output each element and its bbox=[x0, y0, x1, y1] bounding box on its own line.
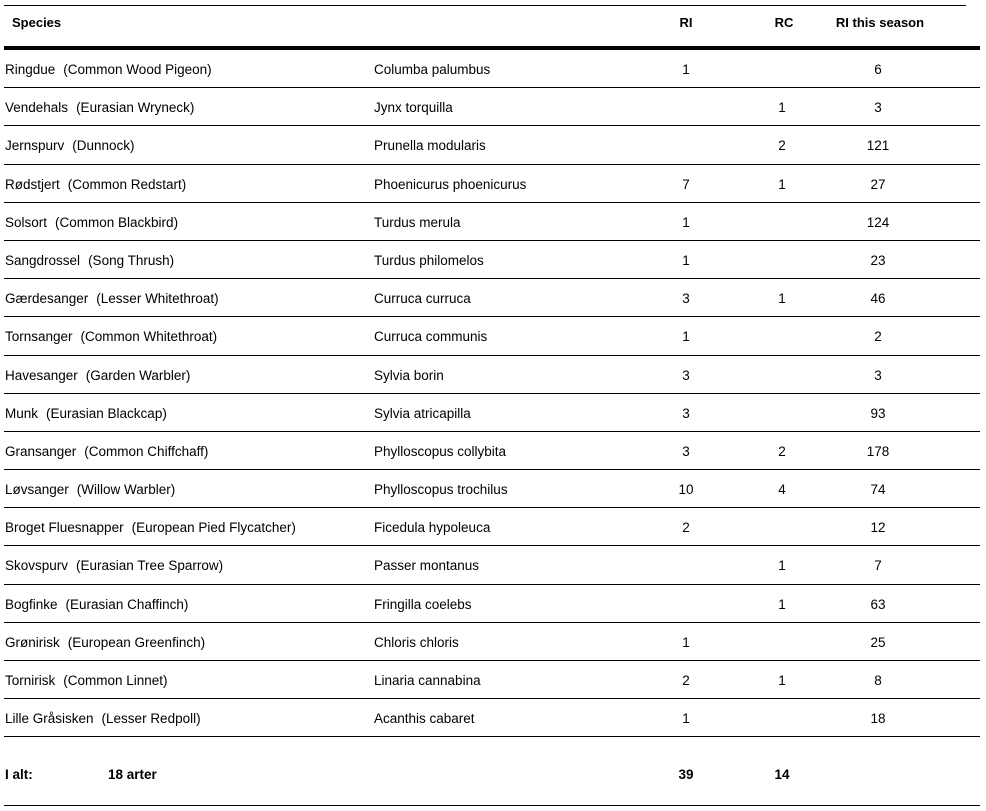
table-row bbox=[4, 546, 980, 584]
danish-name: Ringdue bbox=[5, 62, 56, 77]
rc-value: 2 bbox=[778, 138, 786, 154]
danish-name: Rødstjert bbox=[5, 176, 60, 192]
species-name-cell bbox=[5, 215, 178, 230]
ri-season-value: 46 bbox=[870, 291, 886, 307]
danish-name: Solsort bbox=[5, 214, 48, 230]
species-name-cell bbox=[5, 138, 135, 153]
table-body bbox=[4, 50, 980, 737]
ri-value: 7 bbox=[682, 176, 690, 192]
table-row bbox=[4, 241, 980, 279]
rc-value: 4 bbox=[778, 482, 786, 498]
table-row bbox=[4, 585, 980, 623]
ri-season-value: 2 bbox=[874, 329, 882, 345]
ri-season-value: 27 bbox=[870, 176, 886, 192]
table-row bbox=[4, 623, 980, 661]
species-name-cell bbox=[5, 253, 174, 268]
ri-value: 3 bbox=[682, 291, 690, 307]
rc-value: 1 bbox=[778, 176, 786, 192]
latin-name: Fringilla coelebs bbox=[374, 596, 472, 612]
english-name: (European Greenfinch) bbox=[67, 634, 206, 650]
danish-name: Gransanger bbox=[5, 443, 77, 459]
latin-name: Turdus philomelos bbox=[374, 252, 484, 268]
rc-value: 2 bbox=[778, 443, 786, 459]
ri-season-value: 23 bbox=[870, 252, 886, 268]
danish-name: Skovspurv bbox=[5, 558, 69, 574]
table-row bbox=[4, 470, 980, 508]
ri-season-value: 3 bbox=[874, 367, 882, 383]
species-name-cell bbox=[5, 482, 175, 497]
species-name-cell bbox=[5, 62, 212, 77]
table-row bbox=[4, 203, 980, 241]
english-name: (Eurasian Wryneck) bbox=[76, 100, 195, 116]
latin-name: Phoenicurus phoenicurus bbox=[374, 176, 527, 192]
latin-name: Curruca curruca bbox=[374, 291, 471, 307]
ri-season-value: 121 bbox=[866, 138, 890, 154]
table-row bbox=[4, 356, 980, 394]
table-row bbox=[4, 279, 980, 317]
species-name-cell bbox=[5, 368, 190, 383]
danish-name: Sangdrossel bbox=[5, 252, 81, 268]
danish-name: Grønirisk bbox=[5, 634, 60, 650]
ri-season-value: 124 bbox=[866, 214, 890, 230]
ri-value: 2 bbox=[682, 520, 690, 536]
rc-value: 1 bbox=[778, 558, 786, 574]
latin-name: Linaria cannabina bbox=[374, 673, 481, 688]
english-name: (Garden Warbler) bbox=[85, 367, 191, 383]
table-row bbox=[4, 50, 980, 88]
english-name: (Song Thrush) bbox=[88, 252, 175, 268]
species-name-cell bbox=[5, 444, 208, 459]
total-species-count: 18 arter bbox=[108, 767, 157, 782]
table-row bbox=[4, 508, 980, 546]
table-row bbox=[4, 699, 980, 737]
ri-value: 2 bbox=[682, 673, 690, 688]
total-label: I alt: bbox=[5, 767, 33, 782]
ri-season-value: 74 bbox=[870, 482, 886, 498]
table-row bbox=[4, 126, 980, 164]
latin-name: Curruca communis bbox=[374, 329, 488, 345]
ri-value: 1 bbox=[682, 711, 690, 727]
table-row bbox=[4, 661, 980, 699]
table-bottom-rule bbox=[4, 805, 980, 806]
table-row bbox=[4, 165, 980, 203]
header-species: Species bbox=[12, 15, 62, 30]
english-name: (Eurasian Tree Sparrow) bbox=[76, 558, 224, 574]
ri-value: 10 bbox=[678, 482, 694, 498]
latin-name: Prunella modularis bbox=[374, 138, 486, 154]
total-row bbox=[4, 758, 980, 794]
danish-name: Tornirisk bbox=[5, 673, 56, 688]
english-name: (Common Chiffchaff) bbox=[84, 443, 209, 459]
latin-name: Sylvia borin bbox=[374, 367, 444, 383]
english-name: (Lesser Redpoll) bbox=[101, 711, 201, 727]
ri-value: 3 bbox=[682, 443, 690, 459]
danish-name: Bogfinke bbox=[5, 596, 58, 612]
table-row bbox=[4, 432, 980, 470]
danish-name: Løvsanger bbox=[5, 482, 69, 498]
latin-name: Columba palumbus bbox=[374, 62, 491, 77]
species-name-cell bbox=[5, 100, 194, 115]
english-name: (Common Blackbird) bbox=[55, 214, 179, 230]
species-name-cell bbox=[5, 597, 188, 612]
ri-value: 1 bbox=[682, 252, 690, 268]
header-ri-this-season: RI this season bbox=[835, 15, 925, 30]
english-name: (Willow Warbler) bbox=[76, 482, 176, 498]
danish-name: Vendehals bbox=[5, 100, 69, 116]
ri-season-value: 25 bbox=[870, 634, 886, 650]
danish-name: Tornsanger bbox=[5, 329, 73, 345]
english-name: (Common Whitethroat) bbox=[80, 329, 218, 345]
latin-name: Ficedula hypoleuca bbox=[374, 520, 491, 536]
english-name: (Common Redstart) bbox=[67, 176, 187, 192]
latin-name: Chloris chloris bbox=[374, 634, 459, 650]
species-name-cell bbox=[5, 673, 168, 688]
latin-name: Passer montanus bbox=[374, 558, 480, 574]
danish-name: Broget Fluesnapper bbox=[5, 520, 124, 536]
danish-name: Havesanger bbox=[5, 367, 78, 383]
species-name-cell bbox=[5, 520, 296, 535]
rc-value: 1 bbox=[778, 596, 786, 612]
species-name-cell bbox=[5, 329, 217, 344]
ri-value: 1 bbox=[682, 634, 690, 650]
latin-name: Acanthis cabaret bbox=[374, 711, 475, 727]
ri-value: 1 bbox=[682, 214, 690, 230]
total-ri: 39 bbox=[678, 767, 694, 782]
latin-name: Jynx torquilla bbox=[374, 100, 453, 116]
ri-season-value: 63 bbox=[870, 596, 886, 612]
table-header bbox=[4, 6, 980, 46]
latin-name: Turdus merula bbox=[374, 214, 461, 230]
ri-value: 1 bbox=[682, 62, 690, 77]
header-ri: RI bbox=[679, 15, 693, 30]
ri-value: 3 bbox=[682, 367, 690, 383]
species-name-cell bbox=[5, 406, 167, 421]
english-name: (Lesser Whitethroat) bbox=[96, 291, 219, 307]
ri-season-value: 8 bbox=[874, 673, 882, 688]
rc-value: 1 bbox=[778, 100, 786, 116]
species-name-cell bbox=[5, 711, 201, 726]
ri-value: 1 bbox=[682, 329, 690, 345]
english-name: (Common Wood Pigeon) bbox=[63, 62, 212, 77]
english-name: (Eurasian Blackcap) bbox=[46, 405, 167, 421]
latin-name: Phylloscopus collybita bbox=[374, 443, 507, 459]
species-name-cell bbox=[5, 558, 223, 573]
table-row bbox=[4, 394, 980, 432]
latin-name: Phylloscopus trochilus bbox=[374, 482, 508, 498]
danish-name: Munk bbox=[5, 405, 39, 421]
ri-season-value: 6 bbox=[874, 62, 882, 77]
latin-name: Sylvia atricapilla bbox=[374, 405, 471, 421]
total-rc: 14 bbox=[774, 767, 790, 782]
ri-value: 3 bbox=[682, 405, 690, 421]
species-name-cell bbox=[5, 635, 205, 650]
table-row bbox=[4, 88, 980, 126]
danish-name: Gærdesanger bbox=[5, 291, 89, 307]
ri-season-value: 178 bbox=[866, 443, 890, 459]
rc-value: 1 bbox=[778, 291, 786, 307]
english-name: (Common Linnet) bbox=[63, 673, 168, 688]
ri-season-value: 18 bbox=[870, 711, 886, 727]
ri-season-value: 7 bbox=[874, 558, 882, 574]
species-name-cell bbox=[5, 291, 219, 306]
danish-name: Lille Gråsisken bbox=[5, 711, 94, 727]
english-name: (Dunnock) bbox=[72, 138, 135, 154]
table-row bbox=[4, 317, 980, 355]
ri-season-value: 93 bbox=[870, 405, 886, 421]
ri-season-value: 3 bbox=[874, 100, 882, 116]
rc-value: 1 bbox=[778, 673, 786, 688]
english-name: (European Pied Flycatcher) bbox=[131, 520, 296, 536]
ri-season-value: 12 bbox=[870, 520, 886, 536]
danish-name: Jernspurv bbox=[5, 138, 65, 154]
english-name: (Eurasian Chaffinch) bbox=[65, 596, 189, 612]
header-rc: RC bbox=[774, 15, 794, 30]
species-name-cell bbox=[5, 177, 186, 192]
